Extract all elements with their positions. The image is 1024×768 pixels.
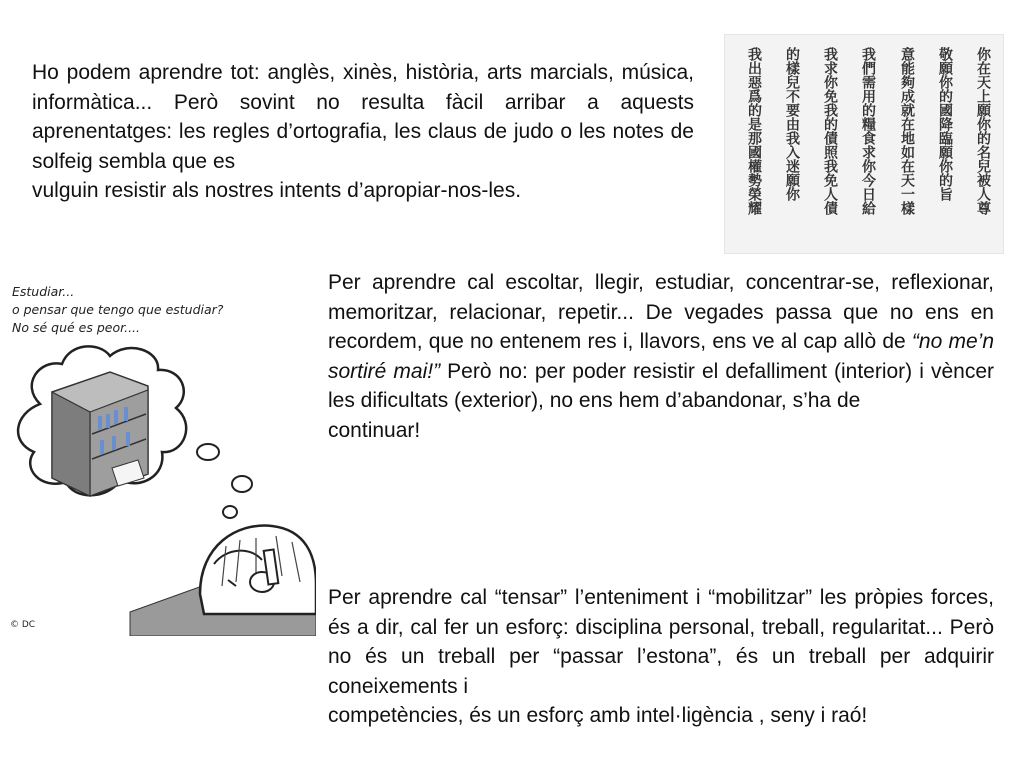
copyright-mark: © DC [10, 620, 36, 630]
cartoon-illustration [0, 264, 316, 636]
chinese-column: 我求你免我的債照我免人債 [822, 47, 838, 215]
paragraph-learning [328, 268, 994, 446]
cartoon-drawing [0, 264, 316, 636]
thought-puff [232, 476, 252, 492]
chinese-text-image [724, 34, 1004, 254]
chinese-column: 我們需用的糧食求你今日給 [860, 47, 876, 215]
paragraph-intro [32, 58, 694, 206]
paragraph-effort [328, 583, 994, 731]
chinese-column: 的樣兒不要由我入迷願你 [784, 47, 800, 201]
chinese-column: 意能夠成就在地如在天一樣 [899, 47, 915, 215]
paragraph-learning-quote: “no me’n sortiré mai!” [328, 330, 995, 383]
paragraph-learning-before: Per aprendre cal escoltar, llegir, estudiar, concentrar-se, reflexionar, memoritzar, relacionar, repetir... De vegades passa que no ens en recordem, que no entenem res i, llavors, ens ve al cap allò de [328, 271, 994, 354]
girl-figure [200, 526, 316, 614]
chinese-column: 你在天上願你的名兒被人尊 [975, 47, 991, 215]
paragraph-learning-last-line: continuar! [328, 418, 421, 442]
paragraph-intro-body: Ho podem aprendre tot: anglès, xinès, història, arts marcials, música, informàtica... Però sovint no resulta fàcil arribar a aquests aprenentatges: les regles d’ortografia, les claus de judo o les notes de solfeig sembla que es [32, 61, 694, 173]
paragraph-effort-body: Per aprendre cal “tensar” l’enteniment i “mobilitzar” les pròpies forces, és a dir, cal fer un esforç: disciplina personal, treball, regularitat... Però no és un treball per “passar l’estona”, és un treball per adquirir coneixements i [328, 586, 994, 698]
thought-puff [197, 444, 219, 460]
paragraph-intro-last-line: vulguin resistir als nostres intents d’apropiar-nos-les. [32, 179, 522, 203]
cartoon-caption-line: No sé qué es peor.... [12, 320, 141, 335]
thought-puff [223, 506, 237, 518]
chinese-column: 敬願你的國降臨願你的旨 [937, 47, 953, 201]
bookshelf-icon [52, 372, 148, 496]
cartoon-caption-line: o pensar que tengo que estudiar? [12, 302, 224, 317]
paragraph-effort-last-line: competències, és un esforç amb intel·ligència , seny i raó! [328, 704, 868, 728]
chinese-column: 我出惡爲的是那國權勢榮耀 [746, 47, 762, 215]
cartoon-caption-line: Estudiar... [12, 284, 75, 299]
paragraph-learning-after: Però no: per poder resistir el defalliment (interior) i vèncer les dificultats (exterior), no ens hem d’abandonar, s’ha de [328, 359, 994, 413]
